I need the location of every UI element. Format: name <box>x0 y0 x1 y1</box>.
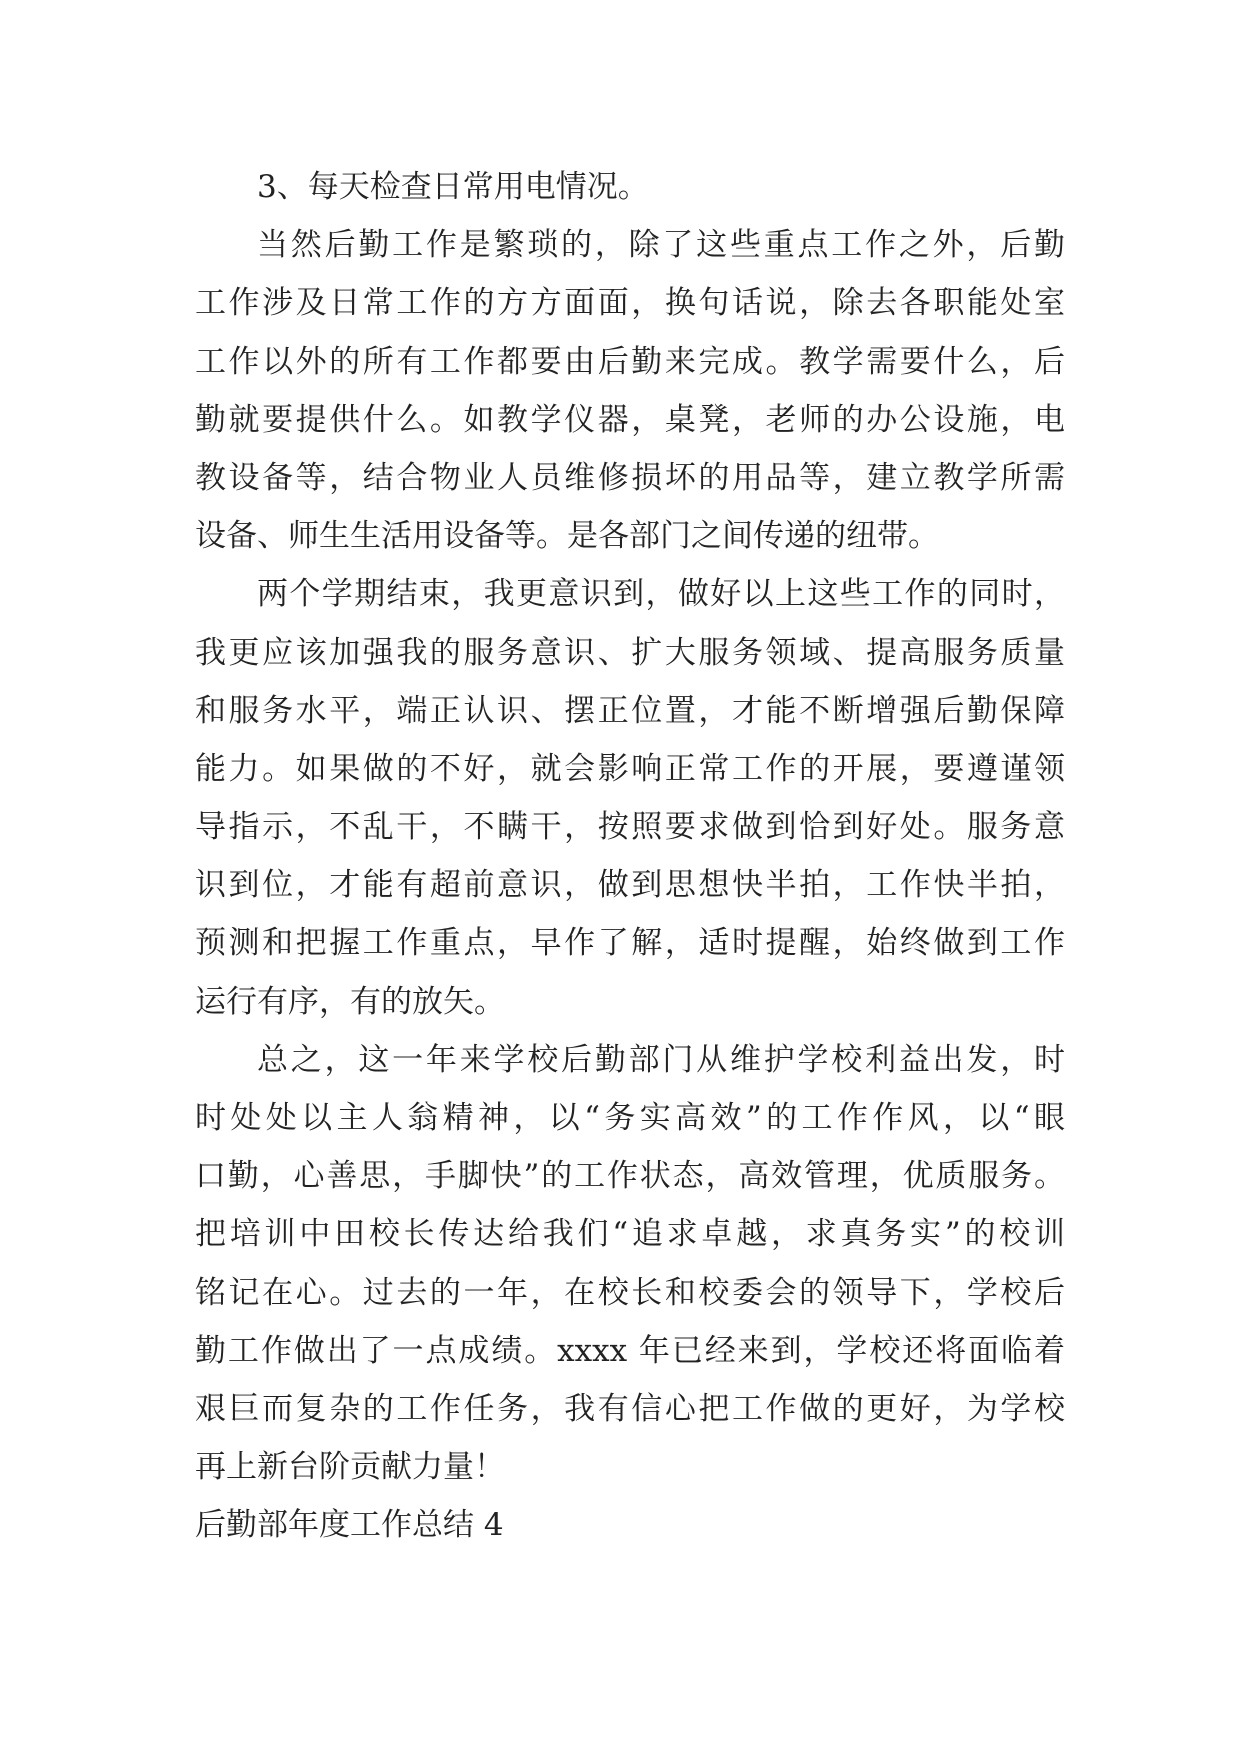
paragraph-line: 勤就要提供什么。如教学仪器，桌凳，老师的办公设施，电 <box>195 401 1065 438</box>
paragraph-line: 把培训中田校长传达给我们“追求卓越，求真务实”的校训 <box>195 1216 1065 1253</box>
paragraph-line: 设备、师生生活用设备等。是各部门之间传递的纽带。 <box>195 518 939 555</box>
paragraph-line: 预测和把握工作重点，早作了解，适时提醒，始终做到工作 <box>195 925 1065 962</box>
paragraph-line: 时处处以主人翁精神，以“务实高效”的工作作风，以“眼 <box>195 1100 1065 1136</box>
paragraph-line: 工作以外的所有工作都要由后勤来完成。教学需要什么，后 <box>195 343 1065 380</box>
paragraph-line: 教设备等，结合物业人员维修损坏的用品等，建立教学所需 <box>195 459 1065 496</box>
section-heading: 后勤部年度工作总结 4 <box>195 1507 504 1544</box>
paragraph-line: 导指示，不乱干，不瞒干，按照要求做到恰到好处。服务意 <box>195 809 1065 846</box>
paragraph-line: 两个学期结束，我更意识到，做好以上这些工作的同时， <box>257 576 1065 613</box>
paragraph-line: 运行有序，有的放矢。 <box>195 983 505 1020</box>
paragraph-line: 总之，这一年来学校后勤部门从维护学校利益出发，时 <box>257 1041 1065 1078</box>
paragraph-line: 能力。如果做的不好，就会影响正常工作的开展，要遵谨领 <box>195 750 1065 787</box>
list-item-daily-electricity-check: 3、每天检查日常用电情况。 <box>257 169 649 205</box>
paragraph-line: 铭记在心。过去的一年，在校长和校委会的领导下，学校后 <box>195 1274 1065 1311</box>
paragraph-line: 当然后勤工作是繁琐的，除了这些重点工作之外，后勤 <box>257 227 1065 264</box>
paragraph-line: 和服务水平，端正认识、摆正位置，才能不断增强后勤保障 <box>195 692 1065 729</box>
paragraph-line: 艰巨而复杂的工作任务，我有信心把工作做的更好，为学校 <box>195 1390 1065 1427</box>
paragraph-line: 口勤，心善思，手脚快”的工作状态，高效管理，优质服务。 <box>195 1158 1065 1195</box>
document-body <box>195 158 1065 1555</box>
paragraph-line: 识到位，才能有超前意识，做到思想快半拍，工作快半拍， <box>195 867 1065 904</box>
paragraph-line: 再上新台阶贡献力量！ <box>195 1449 505 1486</box>
paragraph-line: 工作涉及日常工作的方方面面，换句话说，除去各职能处室 <box>195 285 1065 322</box>
paragraph-line: 我更应该加强我的服务意识、扩大服务领域、提高服务质量 <box>195 634 1065 671</box>
paragraph-line: 勤工作做出了一点成绩。xxxx 年已经来到，学校还将面临着 <box>195 1332 1065 1369</box>
